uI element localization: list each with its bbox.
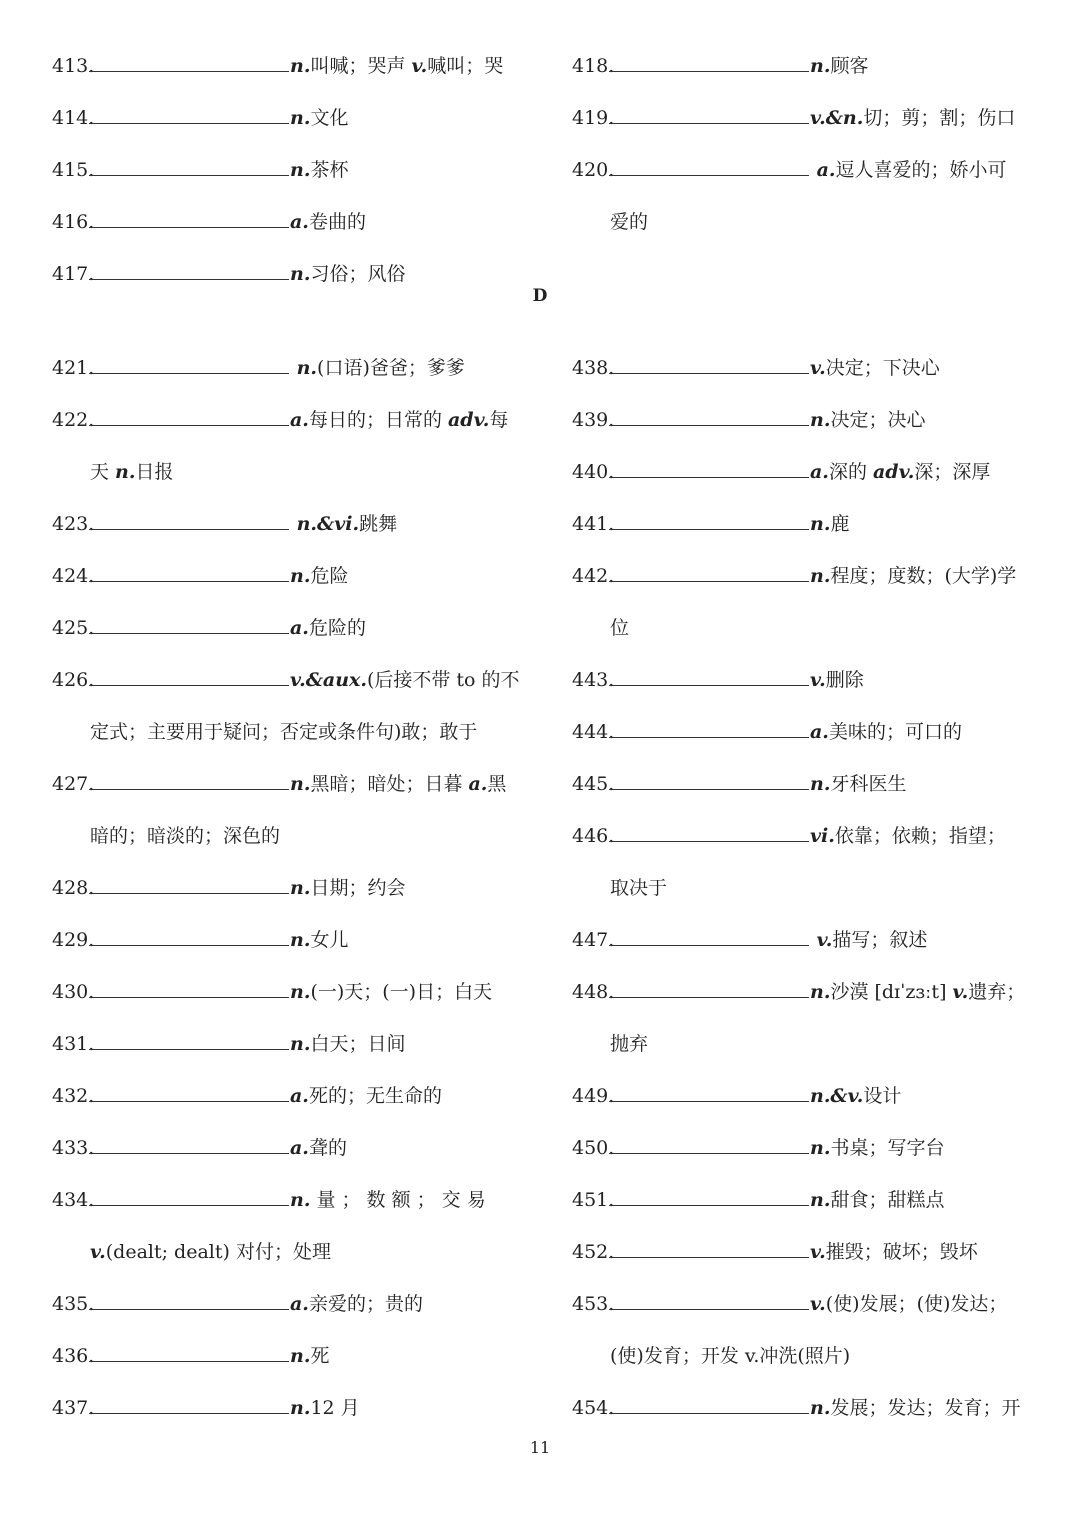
part-of-speech: adv. <box>447 409 490 431</box>
entry-number: 426. <box>52 669 95 691</box>
definition: 文化 <box>310 107 349 129</box>
answer-blank[interactable] <box>89 668 289 686</box>
answer-blank[interactable] <box>89 54 289 72</box>
entry-number: 433. <box>52 1137 95 1159</box>
definition: 抛弃 <box>610 1033 649 1055</box>
right-entry <box>572 980 1032 1004</box>
left-entry <box>52 616 512 640</box>
part-of-speech: v. <box>90 1241 106 1263</box>
answer-blank[interactable] <box>609 1188 809 1206</box>
left-entry <box>52 356 512 380</box>
answer-blank[interactable] <box>89 408 289 426</box>
part-of-speech: n. <box>290 773 311 795</box>
right-entry <box>572 158 1032 182</box>
definition: 天 <box>90 461 116 483</box>
right-entry <box>572 720 1032 744</box>
definition: 定式；主要用于疑问；否定或条件句)敢；敢于 <box>90 721 478 743</box>
entry-number: 442. <box>572 565 615 587</box>
definition: 死的；无生命的 <box>308 1085 442 1107</box>
definition: 深的 <box>828 461 873 483</box>
part-of-speech: a. <box>290 1085 309 1107</box>
part-of-speech: a. <box>290 617 309 639</box>
answer-blank[interactable] <box>89 1396 289 1414</box>
definition: 日期；约会 <box>310 877 406 899</box>
answer-blank[interactable] <box>609 980 809 998</box>
definition: (口语)爸爸；爹爹 <box>317 357 465 379</box>
left-entry <box>52 772 512 796</box>
left-entry <box>52 980 512 1004</box>
right-entry <box>572 772 1032 796</box>
right-entry <box>572 106 1032 130</box>
part-of-speech: v. <box>411 55 428 77</box>
answer-blank[interactable] <box>89 1188 289 1206</box>
left-entry <box>52 876 512 900</box>
part-of-speech: v. <box>810 929 833 951</box>
entry-number: 422. <box>52 409 95 431</box>
answer-blank[interactable] <box>609 1396 809 1414</box>
part-of-speech: a. <box>810 721 829 743</box>
part-of-speech: n. <box>810 565 831 587</box>
entry-number: 440. <box>572 461 615 483</box>
part-of-speech: v.&aux. <box>290 669 367 691</box>
part-of-speech: v. <box>952 981 969 1003</box>
right-entry <box>572 1188 1032 1212</box>
definition: 遗弃； <box>968 981 1026 1003</box>
definition: 黑暗；暗处；日暮 <box>310 773 469 795</box>
left-entry <box>52 1084 512 1108</box>
answer-blank[interactable] <box>609 928 809 946</box>
right-entry-continuation <box>610 616 1032 640</box>
right-entry <box>572 512 1032 536</box>
part-of-speech: n. <box>810 513 831 535</box>
definition: 美味的；可口的 <box>828 721 962 743</box>
left-entry <box>52 668 520 692</box>
part-of-speech: a. <box>810 159 836 181</box>
entry-number: 424. <box>52 565 95 587</box>
entry-number: 436. <box>52 1345 95 1367</box>
part-of-speech: n. <box>810 409 831 431</box>
entry-number: 449. <box>572 1085 615 1107</box>
left-entry <box>52 1396 512 1420</box>
answer-blank[interactable] <box>89 356 289 374</box>
answer-blank[interactable] <box>89 980 289 998</box>
left-entry <box>52 210 512 234</box>
answer-blank[interactable] <box>609 720 809 738</box>
answer-blank[interactable] <box>89 106 289 124</box>
definition: 每日的；日常的 <box>308 409 448 431</box>
definition: 决定；下决心 <box>825 357 940 379</box>
answer-blank[interactable] <box>609 356 809 374</box>
definition: 摧毁；破坏；毁坏 <box>825 1241 978 1263</box>
part-of-speech: n. <box>810 773 831 795</box>
left-entry-continuation <box>90 824 512 848</box>
part-of-speech: a. <box>290 1137 309 1159</box>
entry-number: 431. <box>52 1033 95 1055</box>
right-entry <box>572 1240 1032 1264</box>
definition: 发展；发达；发育；开 <box>830 1397 1021 1419</box>
answer-blank[interactable] <box>89 1136 289 1154</box>
entry-number: 451. <box>572 1189 615 1211</box>
entry-number: 435. <box>52 1293 95 1315</box>
answer-blank[interactable] <box>609 772 809 790</box>
entry-number: 419. <box>572 107 615 129</box>
left-entry-continuation <box>90 460 512 484</box>
left-entry <box>52 1344 512 1368</box>
part-of-speech: vi. <box>810 825 835 847</box>
entry-number: 415. <box>52 159 95 181</box>
answer-blank[interactable] <box>609 512 809 530</box>
entry-number: 425. <box>52 617 95 639</box>
left-entry <box>52 928 512 952</box>
entry-number: 420. <box>572 159 615 181</box>
definition: (一)天；(一)日；白天 <box>310 981 493 1003</box>
left-entry <box>52 158 512 182</box>
part-of-speech: v. <box>810 357 826 379</box>
entry-number: 427. <box>52 773 95 795</box>
answer-blank[interactable] <box>609 408 809 426</box>
entry-number: 432. <box>52 1085 95 1107</box>
definition: 决定；决心 <box>830 409 926 431</box>
part-of-speech: n.&v. <box>810 1085 864 1107</box>
left-entry <box>52 262 512 286</box>
left-entry <box>52 564 512 588</box>
right-entry <box>572 460 1032 484</box>
right-entry <box>572 54 1032 78</box>
definition: 逗人喜爱的；娇小可 <box>835 159 1007 181</box>
definition: (使)发展；(使)发达； <box>825 1293 1008 1315</box>
part-of-speech: n. <box>290 1397 311 1419</box>
part-of-speech: v.&n. <box>810 107 864 129</box>
definition: 暗的；暗淡的；深色的 <box>90 825 281 847</box>
part-of-speech: n. <box>810 1397 831 1419</box>
answer-blank[interactable] <box>609 158 809 176</box>
part-of-speech: n. <box>810 981 831 1003</box>
answer-blank[interactable] <box>609 54 809 72</box>
right-entry <box>572 564 1032 588</box>
answer-blank[interactable] <box>609 564 809 582</box>
right-entry-continuation <box>610 1344 1032 1368</box>
definition: 切；剪；割；伤口 <box>863 107 1016 129</box>
definition: 鹿 <box>830 513 850 535</box>
right-entry <box>572 408 1032 432</box>
part-of-speech: n. <box>290 263 311 285</box>
definition: 聋的 <box>308 1137 347 1159</box>
entry-number: 429. <box>52 929 95 951</box>
entry-number: 453. <box>572 1293 615 1315</box>
entry-number: 413. <box>52 55 95 77</box>
definition: 12 月 <box>310 1397 360 1419</box>
answer-blank[interactable] <box>609 1240 809 1258</box>
entry-number: 447. <box>572 929 615 951</box>
right-entry <box>572 824 1032 848</box>
entry-number: 439. <box>572 409 615 431</box>
part-of-speech: n. <box>290 981 311 1003</box>
definition: 取决于 <box>610 877 668 899</box>
definition: 亲爱的；贵的 <box>308 1293 423 1315</box>
right-entry <box>572 928 1032 952</box>
answer-blank[interactable] <box>89 1032 289 1050</box>
part-of-speech: n. <box>290 159 311 181</box>
right-entry-continuation <box>610 876 1032 900</box>
entry-number: 454. <box>572 1397 615 1419</box>
part-of-speech: n. <box>290 55 311 77</box>
answer-blank[interactable] <box>609 1292 809 1310</box>
entry-number: 418. <box>572 55 615 77</box>
left-entry <box>52 1032 512 1056</box>
entry-number: 452. <box>572 1241 615 1263</box>
part-of-speech: n.&vi. <box>290 513 360 535</box>
left-entry-continuation <box>90 720 512 744</box>
definition: 习俗；风俗 <box>310 263 406 285</box>
part-of-speech: n. <box>290 929 311 951</box>
definition: 牙科医生 <box>830 773 907 795</box>
part-of-speech: n. <box>290 565 311 587</box>
definition: 删除 <box>825 669 864 691</box>
left-entry <box>52 1188 512 1212</box>
definition: 书桌；写字台 <box>830 1137 945 1159</box>
definition: (dealt; dealt) 对付；处理 <box>105 1241 331 1263</box>
answer-blank[interactable] <box>609 1136 809 1154</box>
part-of-speech: n. <box>290 357 318 379</box>
entry-number: 444. <box>572 721 615 743</box>
answer-blank[interactable] <box>89 158 289 176</box>
answer-blank[interactable] <box>89 772 289 790</box>
definition: 危险 <box>310 565 349 587</box>
answer-blank[interactable] <box>89 928 289 946</box>
right-entry <box>572 668 1032 692</box>
definition: 深；深厚 <box>914 461 991 483</box>
left-entry <box>52 408 512 432</box>
part-of-speech: a. <box>290 1293 309 1315</box>
definition: 黑 <box>487 773 507 795</box>
definition: 甜食；甜糕点 <box>830 1189 945 1211</box>
entry-number: 434. <box>52 1189 95 1211</box>
part-of-speech: n. <box>810 55 831 77</box>
entry-number: 421. <box>52 357 95 379</box>
definition: 依靠；依赖；指望； <box>834 825 1006 847</box>
part-of-speech: n. <box>810 1137 831 1159</box>
right-entry-continuation <box>610 1032 1032 1056</box>
part-of-speech: n. <box>290 1345 311 1367</box>
part-of-speech: n. <box>290 107 311 129</box>
answer-blank[interactable] <box>609 1084 809 1102</box>
definition: 白天；日间 <box>310 1033 406 1055</box>
definition: (后接不带 to 的不 <box>366 669 520 691</box>
definition: 危险的 <box>308 617 366 639</box>
left-entry-continuation <box>90 1240 512 1264</box>
answer-blank[interactable] <box>89 1084 289 1102</box>
entry-number: 443. <box>572 669 615 691</box>
part-of-speech: n. <box>290 877 311 899</box>
part-of-speech: adv. <box>872 461 915 483</box>
answer-blank[interactable] <box>89 262 289 280</box>
answer-blank[interactable] <box>89 1344 289 1362</box>
entry-number: 428. <box>52 877 95 899</box>
answer-blank[interactable] <box>89 616 289 634</box>
answer-blank[interactable] <box>89 564 289 582</box>
definition: 女儿 <box>310 929 349 951</box>
answer-blank[interactable] <box>609 824 809 842</box>
entry-number: 446. <box>572 825 615 847</box>
part-of-speech: a. <box>290 409 309 431</box>
definition: 喊叫；哭 <box>427 55 504 77</box>
part-of-speech: a. <box>290 211 309 233</box>
definition: 顾客 <box>830 55 869 77</box>
entry-number: 448. <box>572 981 615 1003</box>
left-entry <box>52 54 512 78</box>
definition: 描写；叙述 <box>832 929 928 951</box>
part-of-speech: n. <box>115 461 136 483</box>
left-entry <box>52 106 512 130</box>
definition: 量 ； 数 额 ； 交 易 <box>310 1189 486 1211</box>
part-of-speech: v. <box>810 669 826 691</box>
part-of-speech: n. <box>810 1189 831 1211</box>
definition: 卷曲的 <box>308 211 366 233</box>
part-of-speech: a. <box>468 773 488 795</box>
definition: 跳舞 <box>359 513 398 535</box>
entry-number: 416. <box>52 211 95 233</box>
part-of-speech: n. <box>290 1033 311 1055</box>
entry-number: 423. <box>52 513 95 535</box>
definition: 程度；度数；(大学)学 <box>830 565 1017 587</box>
definition: 死 <box>310 1345 330 1367</box>
answer-blank[interactable] <box>609 106 809 124</box>
left-entry <box>52 1136 512 1160</box>
answer-blank[interactable] <box>89 512 289 530</box>
definition: 设计 <box>863 1085 902 1107</box>
definition: 日报 <box>135 461 174 483</box>
definition: 每 <box>489 409 509 431</box>
right-entry <box>572 1136 1032 1160</box>
entry-number: 450. <box>572 1137 615 1159</box>
entry-number: 445. <box>572 773 615 795</box>
answer-blank[interactable] <box>609 460 809 478</box>
right-entry <box>572 1292 1032 1316</box>
right-entry <box>572 356 1032 380</box>
definition: (使)发育；开发 v.冲洗(照片) <box>610 1345 851 1367</box>
entry-number: 438. <box>572 357 615 379</box>
entry-number: 430. <box>52 981 95 1003</box>
part-of-speech: v. <box>810 1241 826 1263</box>
section-letter: D <box>532 286 548 306</box>
right-entry <box>572 1396 1032 1420</box>
left-entry <box>52 1292 512 1316</box>
entry-number: 417. <box>52 263 95 285</box>
answer-blank[interactable] <box>609 668 809 686</box>
entry-number: 437. <box>52 1397 95 1419</box>
answer-blank[interactable] <box>89 1292 289 1310</box>
entry-number: 441. <box>572 513 615 535</box>
answer-blank[interactable] <box>89 876 289 894</box>
right-entry <box>572 1084 1032 1108</box>
definition: 沙漠 [dɪˈzɜːt] <box>830 981 953 1003</box>
part-of-speech: n. <box>290 1189 311 1211</box>
part-of-speech: v. <box>810 1293 826 1315</box>
right-entry-continuation <box>610 210 1032 234</box>
page-number: 11 <box>529 1438 551 1457</box>
definition: 茶杯 <box>310 159 349 181</box>
definition: 叫喊；哭声 <box>310 55 412 77</box>
definition: 位 <box>610 617 630 639</box>
left-entry <box>52 512 512 536</box>
part-of-speech: a. <box>810 461 829 483</box>
entry-number: 414. <box>52 107 95 129</box>
answer-blank[interactable] <box>89 210 289 228</box>
definition: 爱的 <box>610 211 649 233</box>
